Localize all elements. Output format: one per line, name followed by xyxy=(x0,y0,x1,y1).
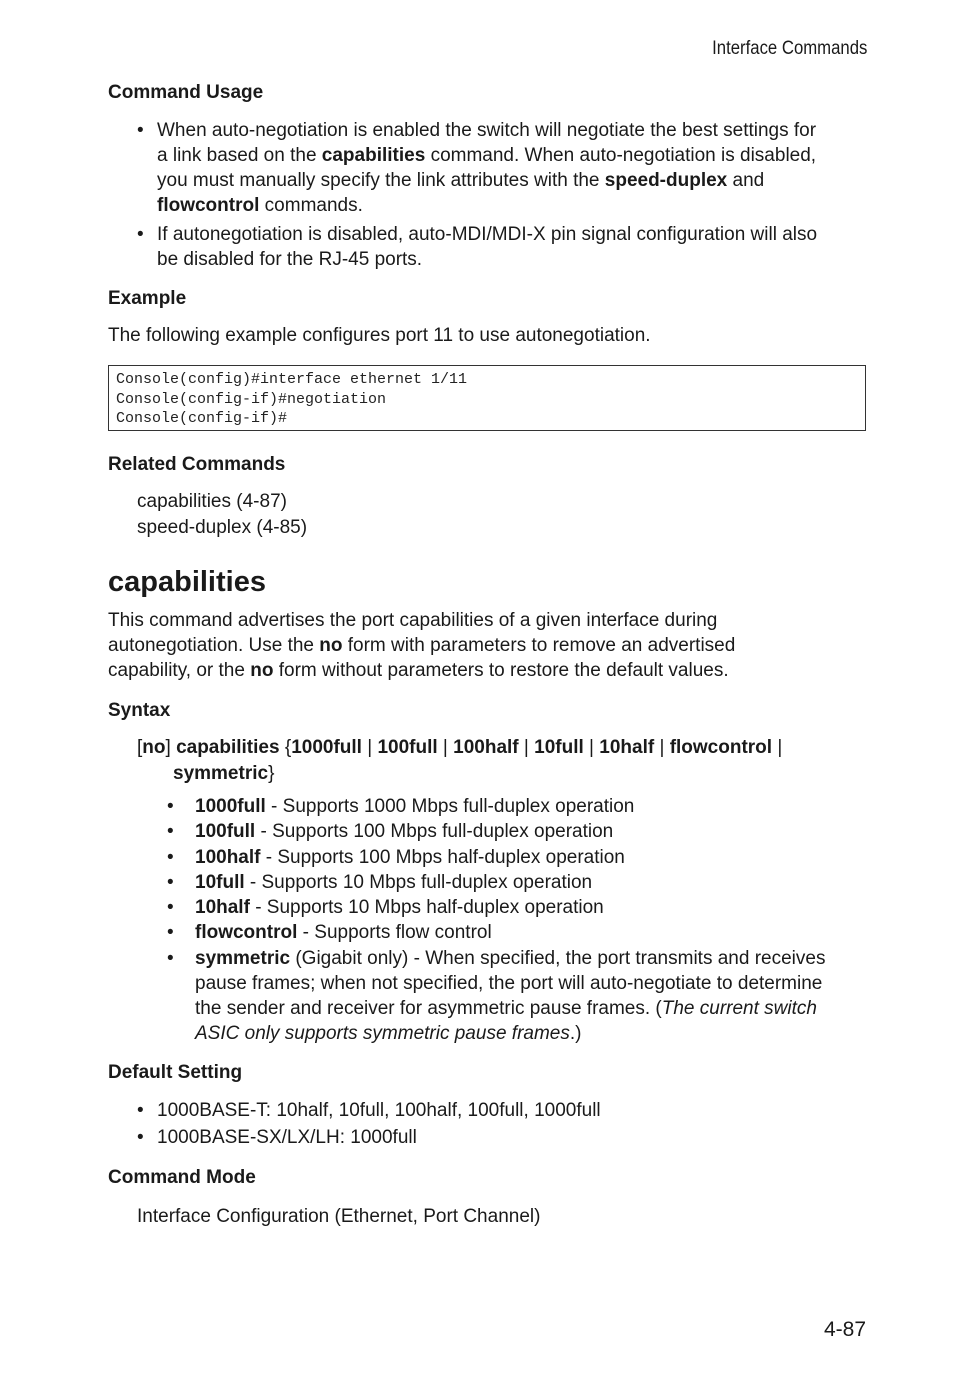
bullet-icon: • xyxy=(167,922,174,943)
bullet-icon: • xyxy=(167,821,174,842)
desc-line: This command advertises the port capabilities of a given interface during xyxy=(108,610,718,631)
code-line: Console(config-if)#negotiation xyxy=(116,390,387,408)
code-example xyxy=(108,365,866,431)
usage-b1-line3: you must manually specify the link attributes with the speed-duplex and xyxy=(157,170,765,191)
sym-line: symmetric (Gigabit only) - When specified, the port transmits and receives xyxy=(195,948,826,969)
command-mode-heading: Command Mode xyxy=(108,1167,256,1188)
usage-b2-line1: If autonegotiation is disabled, auto-MDI/MDI-X pin signal configuration will also xyxy=(157,224,818,245)
related-item: capabilities (4-87) xyxy=(137,491,287,512)
bullet-icon: • xyxy=(137,224,144,245)
related-commands-heading: Related Commands xyxy=(108,454,286,475)
bullet-icon: • xyxy=(137,1127,144,1148)
syntax-line-2: symmetric} xyxy=(173,763,275,784)
usage-b1-line4: flowcontrol commands. xyxy=(157,195,363,216)
command-usage-heading: Command Usage xyxy=(108,82,264,103)
usage-b1-line1: When auto-negotiation is enabled the switch will negotiate the best settings for xyxy=(157,120,817,141)
usage-b2-line2: be disabled for the RJ-45 ports. xyxy=(157,249,423,270)
bullet-icon: • xyxy=(137,120,144,141)
code-line: Console(config)#interface ethernet 1/11 xyxy=(116,371,468,388)
sym-line: the sender and receiver for asymmetric pause frames. (The current switch xyxy=(195,998,817,1019)
bullet-icon: • xyxy=(137,1100,144,1121)
default-setting-heading: Default Setting xyxy=(108,1062,243,1083)
code-line: Console(config-if)# xyxy=(116,410,288,427)
command-mode-text: Interface Configuration (Ethernet, Port Channel) xyxy=(137,1206,541,1227)
section-title: capabilities xyxy=(108,566,266,598)
desc-line: autonegotiation. Use the no form with parameters to remove an advertised xyxy=(108,635,736,656)
syntax-heading: Syntax xyxy=(108,700,171,721)
syntax-line-1: [no] capabilities {1000full | 100full | 100half | 10full | 10half | flowcontrol | xyxy=(137,737,783,758)
sym-line: pause frames; when not specified, the port will auto-negotiate to determine xyxy=(195,973,823,994)
desc-line: capability, or the no form without parameters to restore the default values. xyxy=(108,660,729,681)
bullet-icon: • xyxy=(167,847,174,868)
bullet-icon: • xyxy=(167,872,174,893)
example-text: The following example configures port 11 to use autonegotiation. xyxy=(108,325,651,346)
sym-line: ASIC only supports symmetric pause frames.) xyxy=(195,1023,582,1044)
usage-b1-line2: a link based on the capabilities command. When auto-negotiation is disabled, xyxy=(157,145,817,166)
capabilities-description xyxy=(108,608,888,683)
related-item: speed-duplex (4-85) xyxy=(137,517,308,538)
bullet-icon: • xyxy=(167,897,174,918)
example-heading: Example xyxy=(108,288,187,309)
bullet-icon: • xyxy=(167,796,174,817)
page-number: 4-87 xyxy=(823,1318,866,1341)
running-header: Interface Commands xyxy=(711,38,867,59)
bullet-icon: • xyxy=(167,948,174,969)
